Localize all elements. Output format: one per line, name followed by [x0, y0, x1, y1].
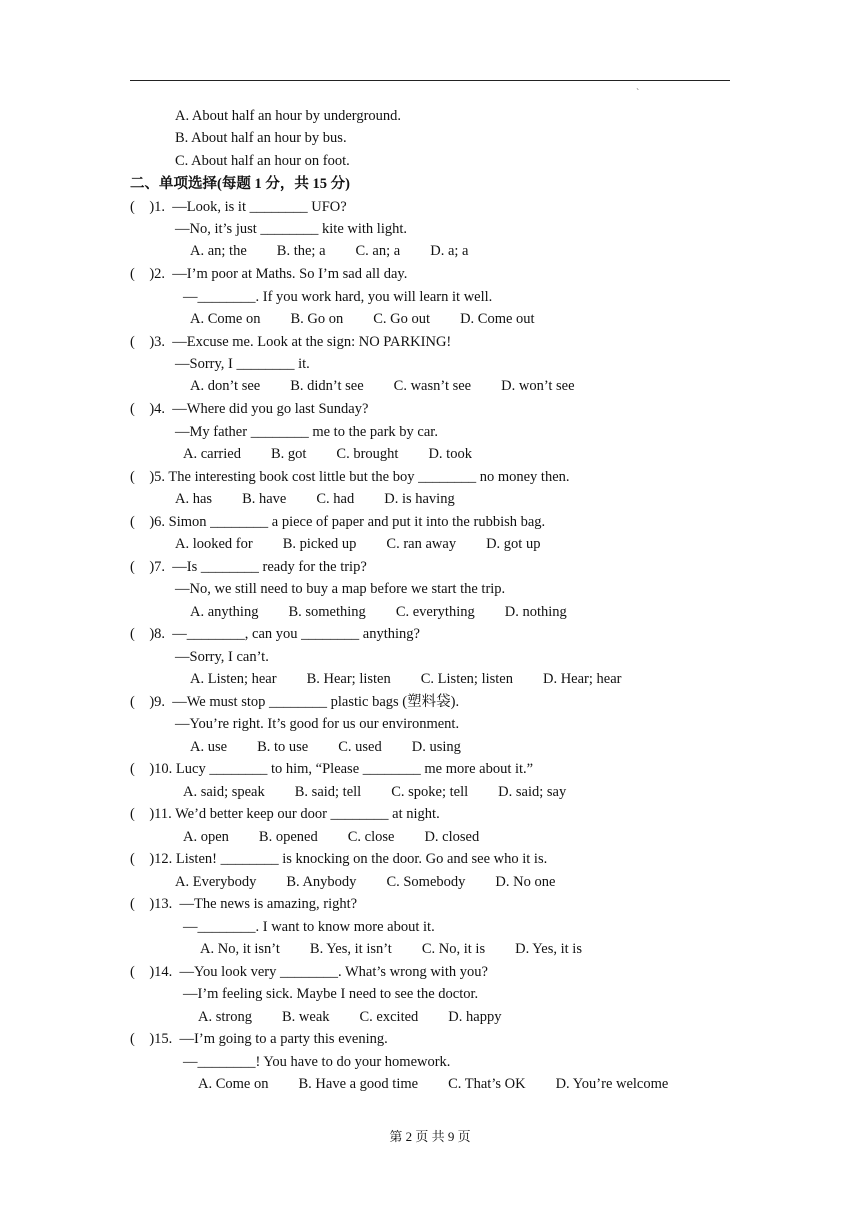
option-c[interactable]: C. close [347, 829, 395, 845]
question-1-options [190, 242, 468, 260]
option-d[interactable]: D. is having [384, 491, 455, 507]
question-6-options [175, 535, 540, 553]
question-7-options [190, 603, 567, 621]
question-13-stem: ( )13. —The news is amazing, right? [130, 896, 358, 912]
option-a[interactable]: A. anything [190, 604, 259, 620]
option-b[interactable]: B. Yes, it isn’t [309, 941, 392, 957]
option-c[interactable]: C. Listen; listen [420, 671, 513, 687]
option-d[interactable]: D. You’re welcome [555, 1076, 669, 1092]
option-d[interactable]: D. a; a [430, 243, 469, 259]
option-a[interactable]: A. said; speak [183, 784, 265, 800]
question-8-options [190, 670, 621, 688]
option-b[interactable]: B. Anybody [286, 874, 357, 890]
option-a[interactable]: A. strong [198, 1009, 252, 1025]
question-14-options [198, 1008, 501, 1026]
question-7-reply: —No, we still need to buy a map before we start the trip. [175, 581, 506, 597]
question-15-stem: ( )15. —I’m going to a party this evening. [130, 1031, 388, 1047]
prev-option-c: C. About half an hour on foot. [175, 153, 350, 169]
question-3-stem: ( )3. —Excuse me. Look at the sign: NO PARKING! [130, 334, 452, 350]
option-c[interactable]: C. Somebody [386, 874, 466, 890]
question-11-options [183, 828, 479, 846]
question-9-options [190, 738, 461, 756]
question-4-stem: ( )4. —Where did you go last Sunday? [130, 401, 369, 417]
option-d[interactable]: D. closed [424, 829, 480, 845]
question-4-options [183, 445, 472, 463]
question-13-options [200, 940, 582, 958]
question-12-stem: ( )12. Listen! ________ is knocking on the door. Go and see who it is. [130, 851, 548, 867]
option-a[interactable]: A. looked for [175, 536, 253, 552]
option-a[interactable]: A. Listen; hear [190, 671, 277, 687]
option-d[interactable]: D. happy [448, 1009, 502, 1025]
option-b[interactable]: B. said; tell [294, 784, 362, 800]
option-d[interactable]: D. got up [486, 536, 541, 552]
question-9-stem: ( )9. —We must stop ________ plastic bags (塑料袋). [130, 694, 460, 710]
option-a[interactable]: A. No, it isn’t [200, 941, 280, 957]
question-2-stem: ( )2. —I’m poor at Maths. So I’m sad all day. [130, 266, 408, 282]
option-c[interactable]: C. Go out [373, 311, 431, 327]
option-b[interactable]: B. opened [258, 829, 318, 845]
option-c[interactable]: C. ran away [386, 536, 457, 552]
option-c[interactable]: C. spoke; tell [391, 784, 469, 800]
question-3-reply: —Sorry, I ________ it. [175, 356, 310, 372]
option-d[interactable]: D. said; say [498, 784, 567, 800]
question-2-reply: —________. If you work hard, you will learn it well. [183, 289, 493, 305]
question-9-reply: —You’re right. It’s good for us our environment. [175, 716, 460, 732]
option-b[interactable]: B. weak [281, 1009, 330, 1025]
question-8-stem: ( )8. —________, can you ________ anything? [130, 626, 420, 642]
question-1-reply: —No, it’s just ________ kite with light. [175, 221, 408, 237]
option-d[interactable]: D. won’t see [501, 378, 575, 394]
option-b[interactable]: B. Have a good time [298, 1076, 419, 1092]
option-a[interactable]: A. Come on [190, 311, 261, 327]
option-a[interactable]: A. open [183, 829, 229, 845]
option-b[interactable]: B. Go on [290, 311, 344, 327]
question-15-options [198, 1075, 668, 1093]
question-14-stem: ( )14. —You look very ________. What’s wrong with you? [130, 964, 488, 980]
option-b[interactable]: B. to use [257, 739, 309, 755]
option-c[interactable]: C. an; a [355, 243, 401, 259]
option-b[interactable]: B. something [288, 604, 366, 620]
option-d[interactable]: D. Yes, it is [515, 941, 582, 957]
option-d[interactable]: D. took [428, 446, 472, 462]
option-d[interactable]: D. Hear; hear [542, 671, 622, 687]
question-4-reply: —My father ________ me to the park by car. [175, 424, 438, 440]
option-c[interactable]: C. had [316, 491, 355, 507]
option-a[interactable]: A. carried [183, 446, 241, 462]
option-b[interactable]: B. Hear; listen [306, 671, 391, 687]
option-a[interactable]: A. an; the [190, 243, 247, 259]
question-10-options [183, 783, 566, 801]
question-6-stem: ( )6. Simon ________ a piece of paper and put it into the rubbish bag. [130, 514, 546, 530]
prev-option-b: B. About half an hour by bus. [175, 130, 347, 146]
option-d[interactable]: D. using [411, 739, 461, 755]
option-c[interactable]: C. used [338, 739, 382, 755]
question-1-stem: ( )1. —Look, is it ________ UFO? [130, 199, 347, 215]
header-mark: ` [636, 88, 640, 99]
question-8-reply: —Sorry, I can’t. [175, 649, 269, 665]
option-d[interactable]: D. No one [495, 874, 556, 890]
prev-option-a: A. About half an hour by underground. [175, 108, 402, 124]
option-a[interactable]: A. don’t see [190, 378, 261, 394]
option-c[interactable]: C. excited [359, 1009, 419, 1025]
option-a[interactable]: A. Come on [198, 1076, 269, 1092]
option-d[interactable]: D. Come out [460, 311, 535, 327]
question-10-stem: ( )10. Lucy ________ to him, “Please ________ me more about it.” [130, 761, 534, 777]
option-d[interactable]: D. nothing [504, 604, 567, 620]
question-5-options [175, 490, 455, 508]
option-a[interactable]: A. use [190, 739, 228, 755]
header-rule [130, 80, 730, 81]
option-b[interactable]: B. didn’t see [290, 378, 364, 394]
page-number: 第 2 页 共 9 页 [389, 1129, 471, 1144]
section-heading: 二、单项选择(每题 1 分，共 15 分) [130, 176, 350, 192]
option-c[interactable]: C. everything [395, 604, 475, 620]
question-11-stem: ( )11. We’d better keep our door ________ at night. [130, 806, 440, 822]
question-14-reply: —I’m feeling sick. Maybe I need to see the doctor. [183, 986, 479, 1002]
option-a[interactable]: A. has [175, 491, 213, 507]
question-7-stem: ( )7. —Is ________ ready for the trip? [130, 559, 367, 575]
question-15-reply: —________! You have to do your homework. [183, 1054, 451, 1070]
option-b[interactable]: B. picked up [282, 536, 357, 552]
question-12-options [175, 873, 555, 891]
question-2-options [190, 310, 535, 328]
question-5-stem: ( )5. The interesting book cost little but the boy ________ no money then. [130, 469, 570, 485]
option-c[interactable]: C. No, it is [421, 941, 486, 957]
option-c[interactable]: C. wasn’t see [393, 378, 472, 394]
option-a[interactable]: A. Everybody [175, 874, 257, 890]
option-b[interactable]: B. have [242, 491, 287, 507]
option-c[interactable]: C. That’s OK [448, 1076, 526, 1092]
question-3-options [190, 377, 575, 395]
option-c[interactable]: C. brought [336, 446, 399, 462]
option-b[interactable]: B. got [270, 446, 307, 462]
option-b[interactable]: B. the; a [276, 243, 326, 259]
question-13-reply: —________. I want to know more about it. [183, 919, 435, 935]
